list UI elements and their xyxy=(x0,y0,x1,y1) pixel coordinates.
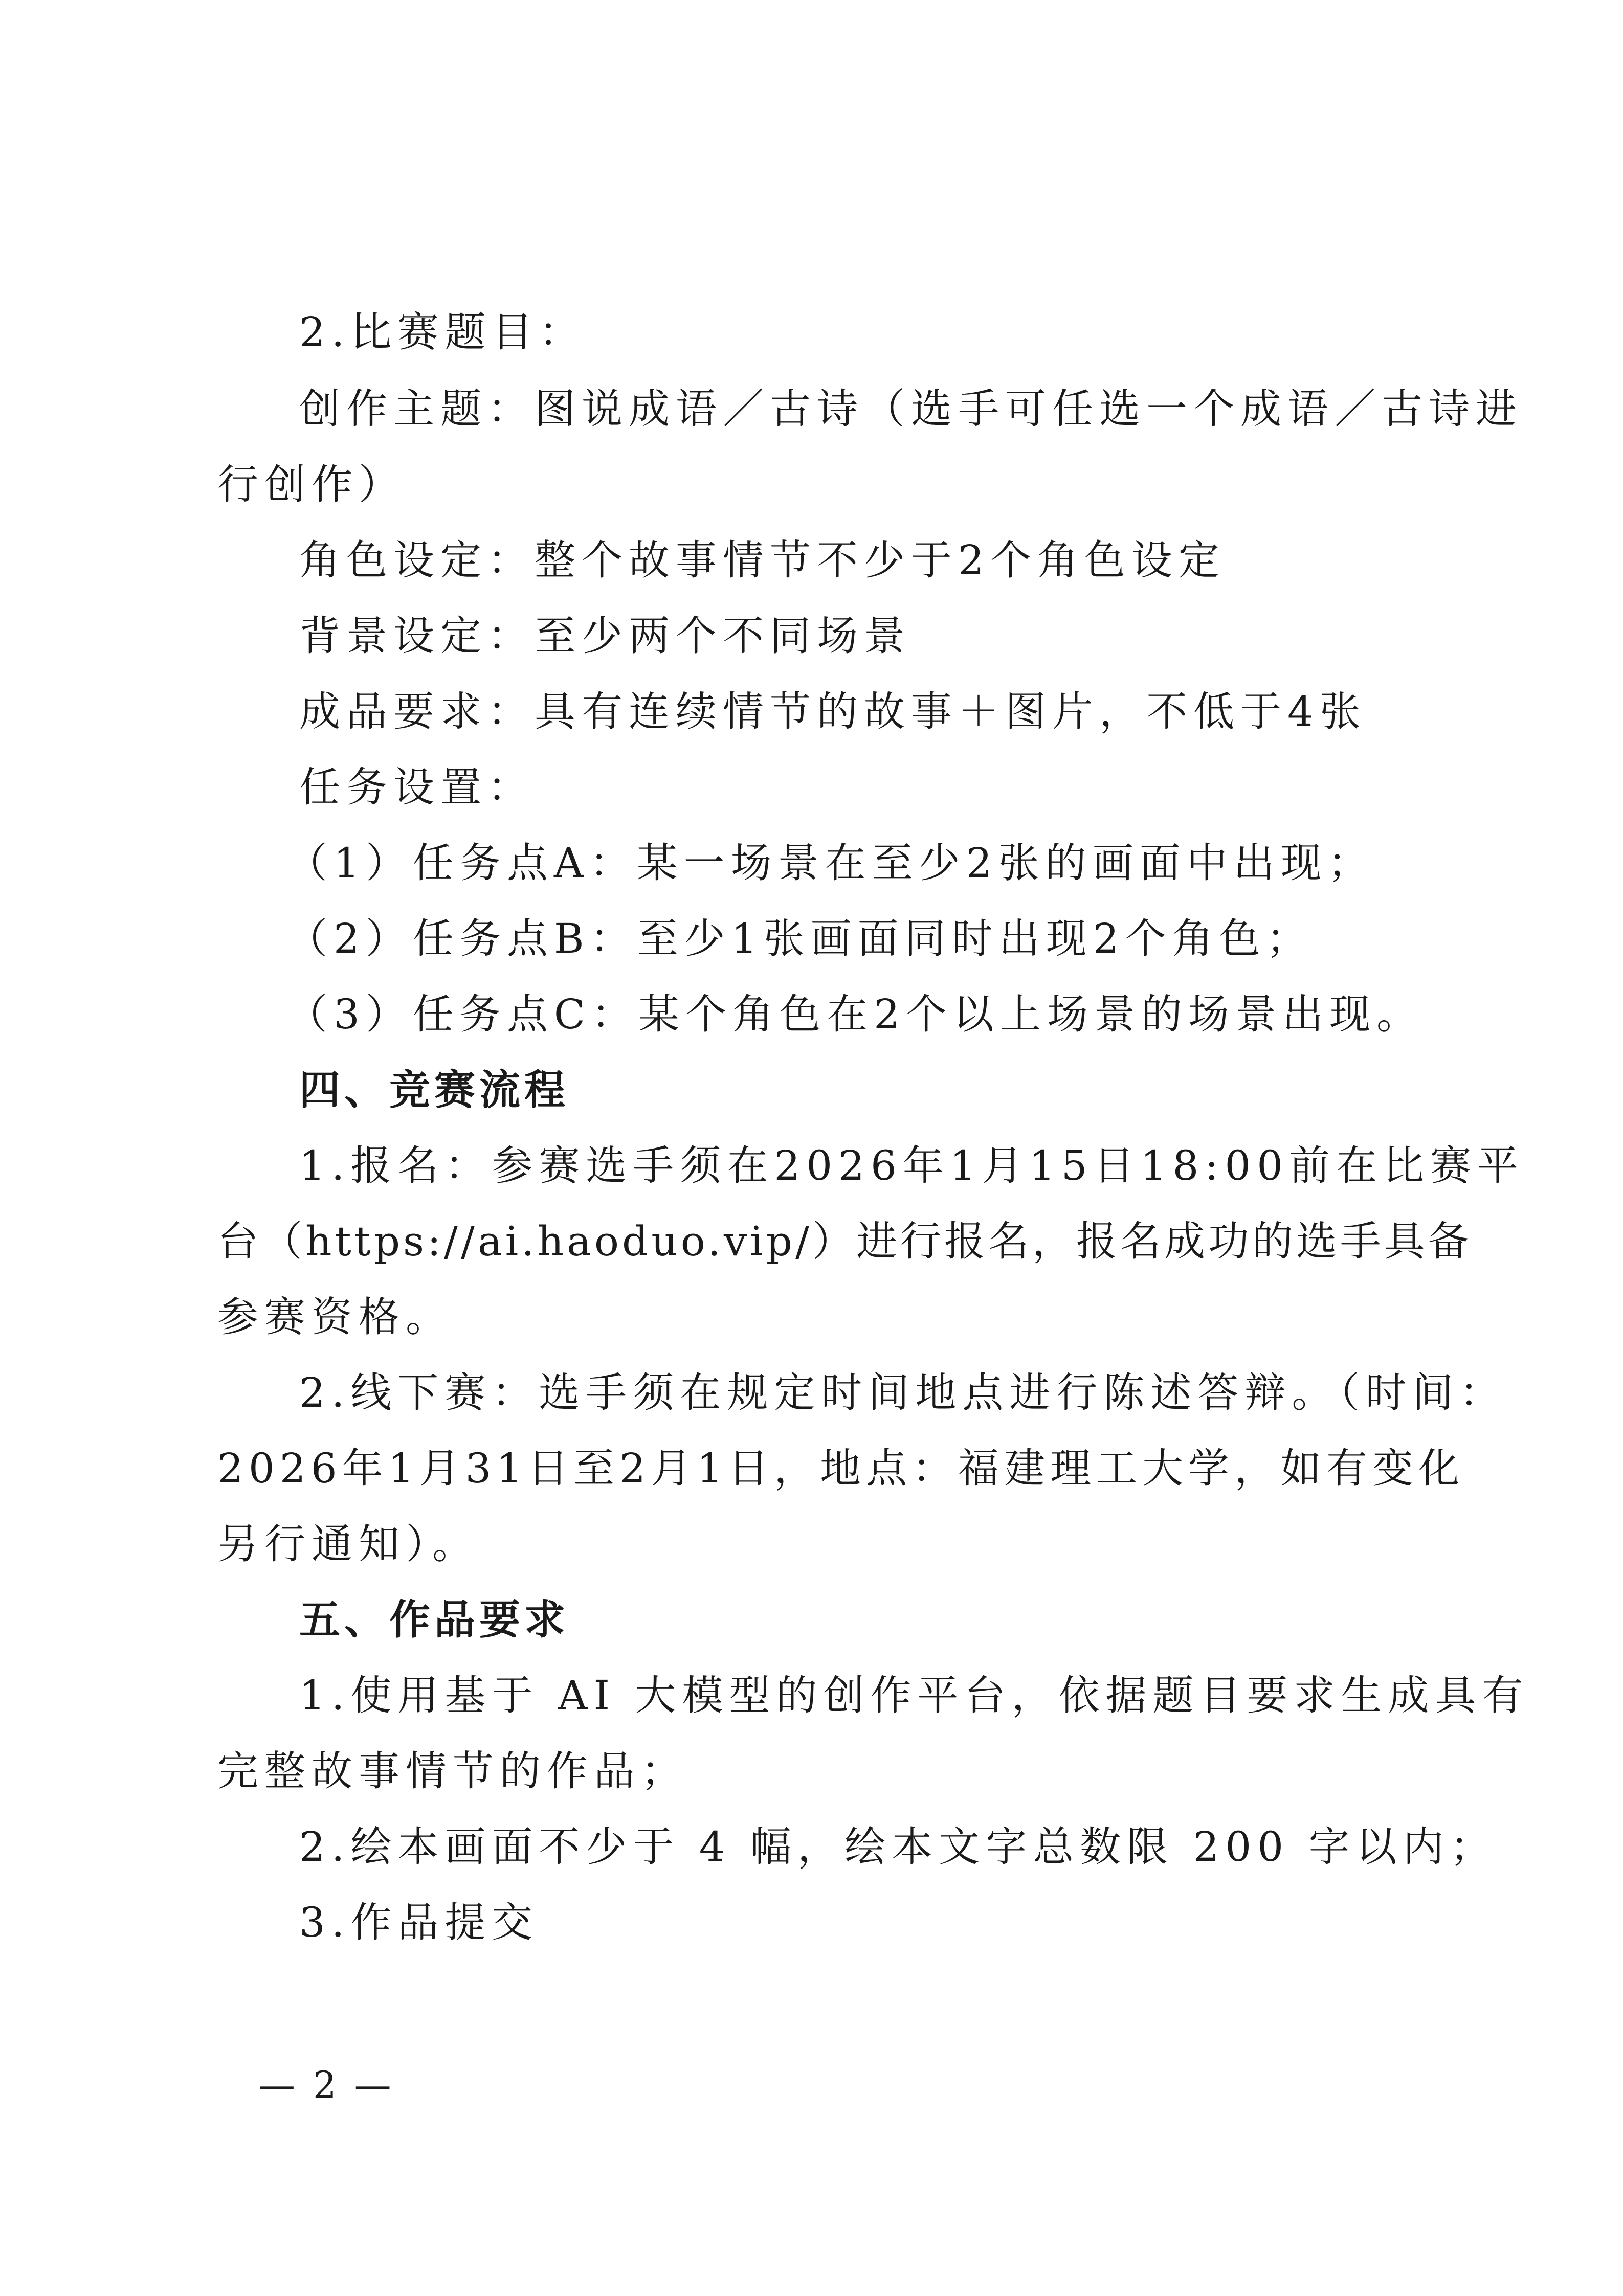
registration-line-2: 台（https://ai.haoduo.vip/）进行报名，报名成功的选手具备 xyxy=(217,1218,1472,1265)
creation-theme-line-1: 创作主题：图说成语／古诗（选手可任选一个成语／古诗进 xyxy=(299,385,1523,433)
task-point-b: （2）任务点B：至少1张画面同时出现2个角色； xyxy=(286,915,1314,962)
background-setting: 背景设定：至少两个不同场景 xyxy=(299,612,911,660)
task-point-a: （1）任务点A：某一场景在至少2张的画面中出现； xyxy=(286,839,1375,887)
work-requirement-3: 3.作品提交 xyxy=(299,1899,539,1946)
offline-round-line-2: 2026年1月31日至2月1日，地点：福建理工大学，如有变化 xyxy=(217,1445,1465,1492)
section-heading-work-requirements: 五、作品要求 xyxy=(299,1596,569,1644)
section-heading-competition-process: 四、竞赛流程 xyxy=(299,1066,569,1114)
work-requirement-2: 2.绘本画面不少于 4 幅，绘本文字总数限 200 字以内； xyxy=(299,1823,1497,1871)
registration-line-3: 参赛资格。 xyxy=(217,1293,453,1341)
work-requirement-1-line-2: 完整故事情节的作品； xyxy=(217,1747,688,1795)
registration-line-1: 1.报名：参赛选手须在2026年1月15日18:00前在比赛平 xyxy=(299,1142,1525,1189)
competition-topic-label: 2.比赛题目： xyxy=(299,308,586,356)
work-requirement-1-line-1: 1.使用基于 AI 大模型的创作平台，依据题目要求生成具有 xyxy=(299,1672,1529,1719)
task-point-c: （3）任务点C：某个角色在2个以上场景的场景出现。 xyxy=(286,991,1424,1038)
offline-round-line-3: 另行通知）。 xyxy=(217,1520,479,1568)
creation-theme-line-2: 行创作） xyxy=(217,461,406,508)
offline-round-line-1: 2.线下赛：选手须在规定时间地点进行陈述答辩。（时间： xyxy=(299,1369,1507,1416)
task-setting-label: 任务设置： xyxy=(299,763,535,811)
character-setting: 角色设定：整个故事情节不少于2个角色设定 xyxy=(299,536,1226,584)
product-requirement: 成品要求：具有连续情节的故事＋图片，不低于4张 xyxy=(299,688,1367,735)
page-number: — 2 — xyxy=(258,2063,394,2106)
